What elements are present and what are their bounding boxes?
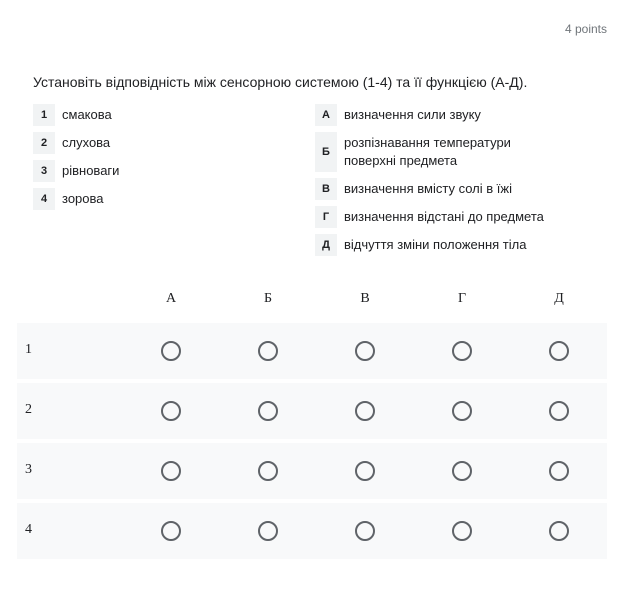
radio-button[interactable]: [355, 521, 375, 541]
radio-button[interactable]: [258, 521, 278, 541]
column-header: Д: [554, 291, 564, 306]
radio-button[interactable]: [452, 341, 472, 361]
list-item: [33, 104, 293, 126]
list-item: [315, 132, 615, 172]
points-label: 4 points: [564, 22, 607, 36]
item-key-badge: 3: [33, 160, 55, 182]
item-key-badge: 4: [33, 188, 55, 210]
grid-row: [17, 503, 607, 559]
answer-grid: [17, 285, 607, 563]
item-key-badge: 2: [33, 132, 55, 154]
radio-button[interactable]: [452, 461, 472, 481]
row-label: 2: [25, 402, 32, 417]
grid-row: [17, 383, 607, 439]
row-label: 3: [25, 462, 32, 477]
item-key-badge: 1: [33, 104, 55, 126]
radio-button[interactable]: [258, 401, 278, 421]
radio-button[interactable]: [355, 341, 375, 361]
radio-button[interactable]: [549, 521, 569, 541]
radio-button[interactable]: [452, 521, 472, 541]
column-header: Б: [263, 291, 273, 306]
radio-button[interactable]: [258, 461, 278, 481]
grid-header: [17, 285, 607, 323]
list-item: [315, 178, 615, 200]
radio-button[interactable]: [452, 401, 472, 421]
item-text: слухова: [62, 135, 111, 150]
functions-list: [315, 104, 615, 262]
column-header: А: [165, 291, 177, 306]
item-key-badge: А: [315, 104, 337, 126]
grid-row: [17, 443, 607, 499]
item-key-badge: Б: [315, 132, 337, 172]
list-item: [33, 160, 293, 182]
radio-button[interactable]: [549, 401, 569, 421]
list-item: [33, 132, 293, 154]
radio-button[interactable]: [161, 401, 181, 421]
grid-row: [17, 323, 607, 379]
radio-button[interactable]: [161, 461, 181, 481]
radio-button[interactable]: [355, 461, 375, 481]
list-item: [315, 234, 615, 256]
column-header: В: [360, 291, 370, 306]
item-text: зорова: [62, 191, 104, 206]
radio-button[interactable]: [161, 341, 181, 361]
radio-button[interactable]: [355, 401, 375, 421]
item-text: визначення відстані до предмета: [344, 209, 544, 224]
sensory-systems-list: [33, 104, 293, 216]
item-key-badge: Г: [315, 206, 337, 228]
item-text: відчуття зміни положення тіла: [344, 237, 527, 252]
radio-button[interactable]: [161, 521, 181, 541]
item-key-badge: В: [315, 178, 337, 200]
radio-button[interactable]: [549, 341, 569, 361]
radio-button[interactable]: [258, 341, 278, 361]
column-header: Г: [457, 291, 467, 306]
radio-button[interactable]: [549, 461, 569, 481]
list-item: [315, 104, 615, 126]
item-key-badge: Д: [315, 234, 337, 256]
item-text: визначення вмісту солі в їжі: [344, 181, 512, 196]
item-text: смакова: [62, 107, 112, 122]
row-label: 1: [25, 342, 32, 357]
question-text: Установіть відповідність між сенсорною системою (1-4) та її функцією (А-Д).: [33, 74, 528, 90]
row-label: 4: [25, 522, 32, 537]
item-text: розпізнавання температури поверхні предмета: [344, 135, 511, 168]
item-text: визначення сили звуку: [344, 107, 481, 122]
list-item: [315, 206, 615, 228]
item-text: рівноваги: [62, 163, 120, 178]
list-item: [33, 188, 293, 210]
